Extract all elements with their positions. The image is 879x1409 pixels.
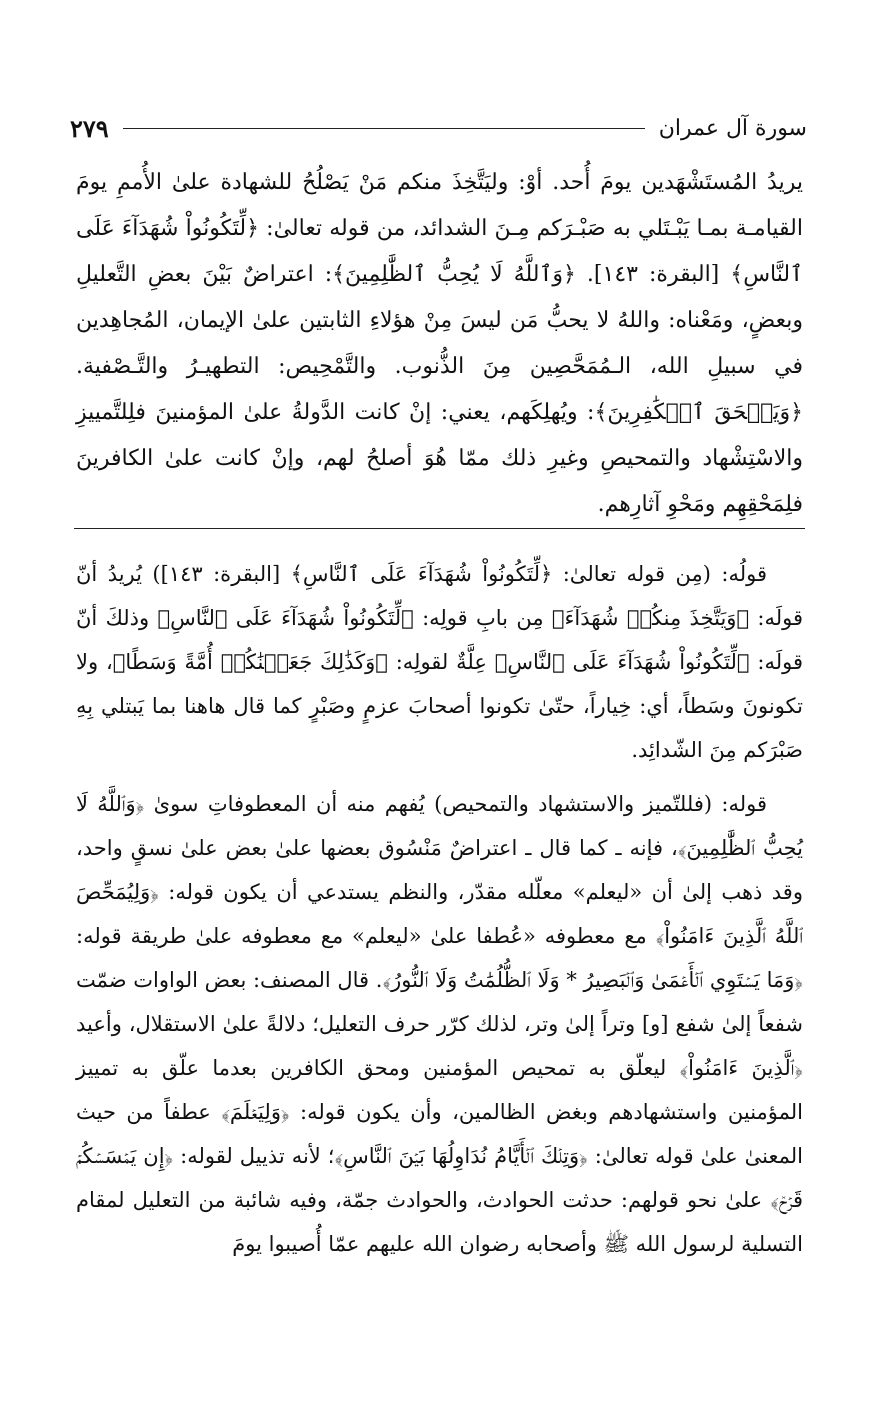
header-rule (123, 128, 645, 129)
main-paragraph: يريدُ المُستَشْهَدين يومَ أُحد. أوْ: وليَتَّخِذَ منكم مَنْ يَصْلُحُ للشهادة علىٰ الأُممِ يومَ القيامـة بمـا يَبْـتَلي به صَبْـرَكم مِـنَ الشدائد، من قوله تعالىٰ: ﴿لِّتَكُونُواْ شُهَدَآءَ عَلَى ٱلنَّاسِ﴾ [البقرة: ١٤٣]. ﴿وَٱللَّهُ لَا يُحِبُّ ٱلظَّٰلِمِينَ﴾: اعتراضٌ بَيْنَ بعضِ التَّعليلِ وبعضٍ، ومَعْناه: واللهُ لا يحبُّ مَن ليسَ مِنْ هؤلاءِ الثابتين علىٰ الإيمان، المُجاهِدين في سبيلِ الله، الـمُمَحَّصِين مِنَ الذُّنوب. والتَّمْحِيص: التطهيـرُ والتَّـصْفية. ﴿وَيَمۡحَقَ ٱلۡكَٰفِرِينَ﴾: ويُهلِكَهم، يعني: إنْ كانت الدَّولةُ علىٰ المؤمنينَ فلِلتَّمييزِ والاسْتِشْهاد والتمحيصِ وغيرِ ذلك ممّا هُوَ أصلحُ لهم، وإنْ كانت علىٰ الكافرينَ فلِمَحْقِهِم ومَحْوِ آثارِهم. (76, 170, 803, 517)
note-paragraph-1: قولُه: (مِن قوله تعالىٰ: ﴿لِّتَكُونُواْ شُهَدَآءَ عَلَى ٱلنَّاسِ﴾ [البقرة: ١٤٣]) يُريدُ أنّ قولَه: ﴿وَيَتَّخِذَ مِنكُمۡ شُهَدَآءَ﴾ مِن بابِ قولِه: ﴿لِّتَكُونُواْ شُهَدَآءَ عَلَى ٱلنَّاسِ﴾ وذلكَ أنّ قولَه: ﴿لِّتَكُونُواْ شُهَدَآءَ عَلَى ٱلنَّاسِ﴾ عِلَّةٌ لقولِه: ﴿وَكَذَٰلِكَ جَعَلۡنَٰكُمۡ أُمَّةً وَسَطًا﴾، ولا تكونونَ وسَطاً، أي: خِياراً، حتّىٰ تكونوا أصحابَ عزمٍ وصَبْرٍ كما قال هاهنا بما يَبتلي بِهِ صَبْرَكم مِنَ الشّدائِد. (76, 562, 803, 762)
note-paragraph-2: قوله: (فللتّميز والاستشهاد والتمحيص) يُفهم منه أن المعطوفاتِ سوىٰ ﴿وَٱللَّهُ لَا يُحِبُّ ٱلظَّٰلِمِينَ﴾، فإنه ـ كما قال ـ اعتراضٌ مَنْسُوق بعضها علىٰ بعض علىٰ نسقٍ واحد، وقد ذهب إلىٰ أن «ليعلم» معلّله مقدّر، والنظم يستدعي أن يكون قوله: ﴿وَلِيُمَحِّصَ ٱللَّهُ ٱلَّذِينَ ءَامَنُواْ﴾ مع معطوفه «عُطفا علىٰ «ليعلم» مع معطوفه علىٰ طريقة قوله: ﴿وَمَا يَسۡتَوِي ٱلۡأَعۡمَىٰ وَٱلۡبَصِيرُ * وَلَا ٱلظُّلُمَٰتُ وَلَا ٱلنُّورُ﴾. قال المصنف: بعض الواوات ضمّت شفعاً إلىٰ شفع [و] وتراً إلىٰ وتر، لذلك كرّر حرف التعليل؛ دلالةً علىٰ الاستقلال، وأعيد ﴿ٱلَّذِينَ ءَامَنُواْ﴾ ليعلّق به تمحيص المؤمنين ومحق الكافرين بعدما علّق به تمييز المؤمنين واستشهادهم وبغض الظالمين، وأن يكون قوله: ﴿وَلِيَعۡلَمَ﴾ عطفاً من حيث المعنىٰ علىٰ قوله تعالىٰ: ﴿وَتِلۡكَ ٱلۡأَيَّامُ نُدَاوِلُهَا بَيۡنَ ٱلنَّاسِ﴾؛ لأنه تذييل لقوله: ﴿إِن يَمۡسَسۡكُمۡ قَرۡحٞ﴾ علىٰ نحو قولهم: حدثت الحوادث، والحوادث جمّة، وفيه شائبة من التعليل لمقام التسلية لرسول الله ﷺ وأصحابه رضوان الله عليهم عمّا أُصيبوا يومَ (76, 792, 803, 1256)
page-header (70, 108, 807, 148)
main-commentary (76, 160, 803, 528)
surah-title: سورة آل عمران (658, 115, 807, 141)
marginal-notes (76, 552, 803, 1266)
footnote-divider (74, 528, 805, 529)
page-number: ٢٧٩ (70, 113, 109, 143)
